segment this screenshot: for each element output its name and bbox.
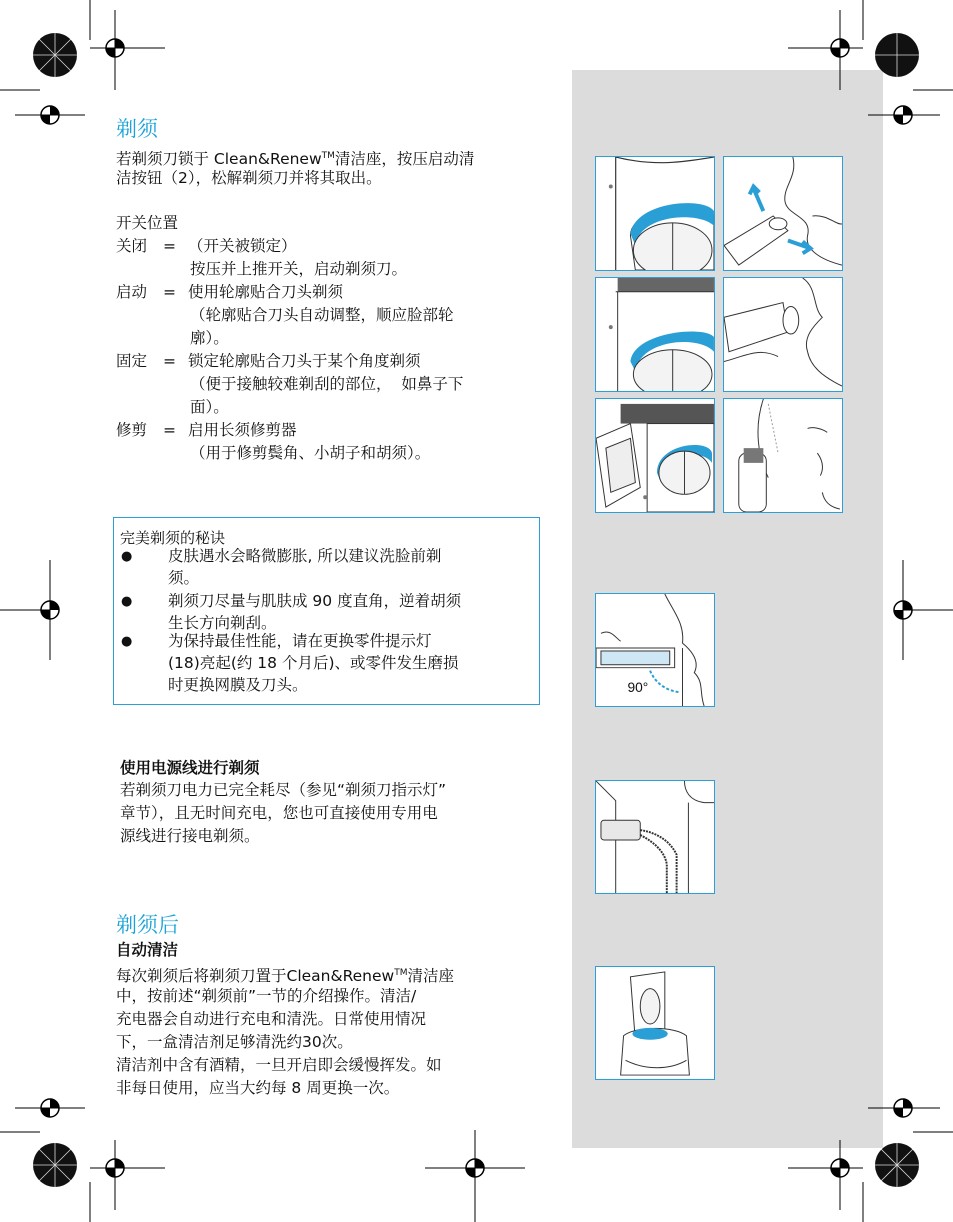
switch-term: 固定 xyxy=(116,352,148,370)
after-text-b: 清洁座 xyxy=(407,967,455,986)
switch-term: 修剪 xyxy=(116,421,148,439)
angle-90-illustration xyxy=(595,593,715,707)
after-line: 清洁剂中含有酒精，一旦开启即会缓慢挥发。如 xyxy=(116,1056,442,1074)
after-line-1 xyxy=(116,962,454,987)
shaver-head-illustration xyxy=(595,156,715,271)
section-title-after-shaving: 剃须后 xyxy=(116,913,179,937)
angle-label: 90° xyxy=(627,680,649,696)
after-line: 充电器会自动进行充电和清洗。日常使用情况 xyxy=(116,1010,427,1028)
bullet-icon: ● xyxy=(121,634,133,649)
switch-desc: 启用长须修剪器 xyxy=(188,421,297,439)
switch-eq: = xyxy=(163,352,176,370)
switch-desc-cont: （便于接触较难剃刮的部位， 如鼻子下 xyxy=(190,375,464,393)
after-line: 下，一盒清洁剂足够清洗约30次。 xyxy=(116,1033,353,1051)
trademark-mark: TM xyxy=(321,151,335,161)
tip-line: 生长方向剃刮。 xyxy=(168,614,277,632)
tip-line: 皮肤遇水会略微膨胀, 所以建议洗脸前剃 xyxy=(168,547,442,565)
switch-desc: 使用轮廓贴合刀头剃须 xyxy=(188,283,344,301)
tip-line: 须。 xyxy=(168,569,200,587)
power-heading: 使用电源线进行剃须 xyxy=(120,759,260,777)
switch-desc-cont: 面）。 xyxy=(190,398,229,416)
after-text-a: 每次剃须后将剃须刀置于Clean&Renew xyxy=(116,967,395,986)
power-line: 若剃须刀电力已完全耗尽（参见“剃须刀指示灯” xyxy=(120,781,447,799)
power-cord-illustration xyxy=(595,780,715,894)
trademark-mark: TM xyxy=(394,968,408,978)
switch-desc: （开关被锁定） xyxy=(188,237,297,255)
switch-desc: 锁定轮廓贴合刀头于某个角度剃须 xyxy=(188,352,421,370)
switch-desc-cont: 廓）。 xyxy=(190,329,229,347)
tip-line: 剃须刀尽量与肌肤成 90 度直角，逆着胡须 xyxy=(168,592,462,610)
tip-line: 时更换网膜及刀头。 xyxy=(168,676,308,694)
after-line: 非每日使用，应当大约每 8 周更换一次。 xyxy=(116,1079,400,1097)
tips-title: 完美剃须的秘诀 xyxy=(120,529,226,547)
switch-term: 关闭 xyxy=(116,237,148,255)
bullet-icon: ● xyxy=(121,594,133,609)
section-title-shaving: 剃须 xyxy=(116,117,158,141)
power-line: 源线进行接电剃须。 xyxy=(120,827,260,845)
power-line: 章节），且无时间充电，您也可直接使用专用电 xyxy=(120,804,438,822)
shaver-trimmer-illustration xyxy=(595,277,715,392)
clean-station-illustration xyxy=(595,966,715,1080)
intro-text-a: 若剃须刀锁于 Clean&Renew xyxy=(116,150,322,169)
switch-term: 启动 xyxy=(116,283,148,301)
shaver-open-illustration xyxy=(595,398,715,513)
tip-line: 为保持最佳性能，请在更换零件提示灯 xyxy=(168,632,432,650)
after-line: 中，按前述“剃须前”一节的介绍操作。清洁/ xyxy=(116,987,417,1005)
face-arrows-illustration xyxy=(723,156,843,271)
switch-eq: = xyxy=(163,421,176,439)
face-nose-illustration xyxy=(723,277,843,392)
switch-desc-cont: 按压并上推开关，启动剃须刀。 xyxy=(190,260,408,278)
switch-heading: 开关位置 xyxy=(116,214,179,232)
switch-desc-cont: （用于修剪鬓角、小胡子和胡须）。 xyxy=(190,444,431,462)
intro-line-2: 洁按钮（2），松解剃须刀并将其取出。 xyxy=(116,169,382,187)
intro-text-b: 清洁座，按压启动清 xyxy=(334,150,475,169)
switch-eq: = xyxy=(163,237,176,255)
switch-desc-cont: （轮廓贴合刀头自动调整，顺应脸部轮 xyxy=(190,306,454,324)
sideburn-trim-illustration xyxy=(723,398,843,513)
tip-line: (18)亮起(约 18 个月后)、或零件发生磨损 xyxy=(168,654,459,672)
switch-eq: = xyxy=(163,283,176,301)
after-subheading: 自动清洁 xyxy=(116,941,179,959)
bullet-icon: ● xyxy=(121,549,133,564)
